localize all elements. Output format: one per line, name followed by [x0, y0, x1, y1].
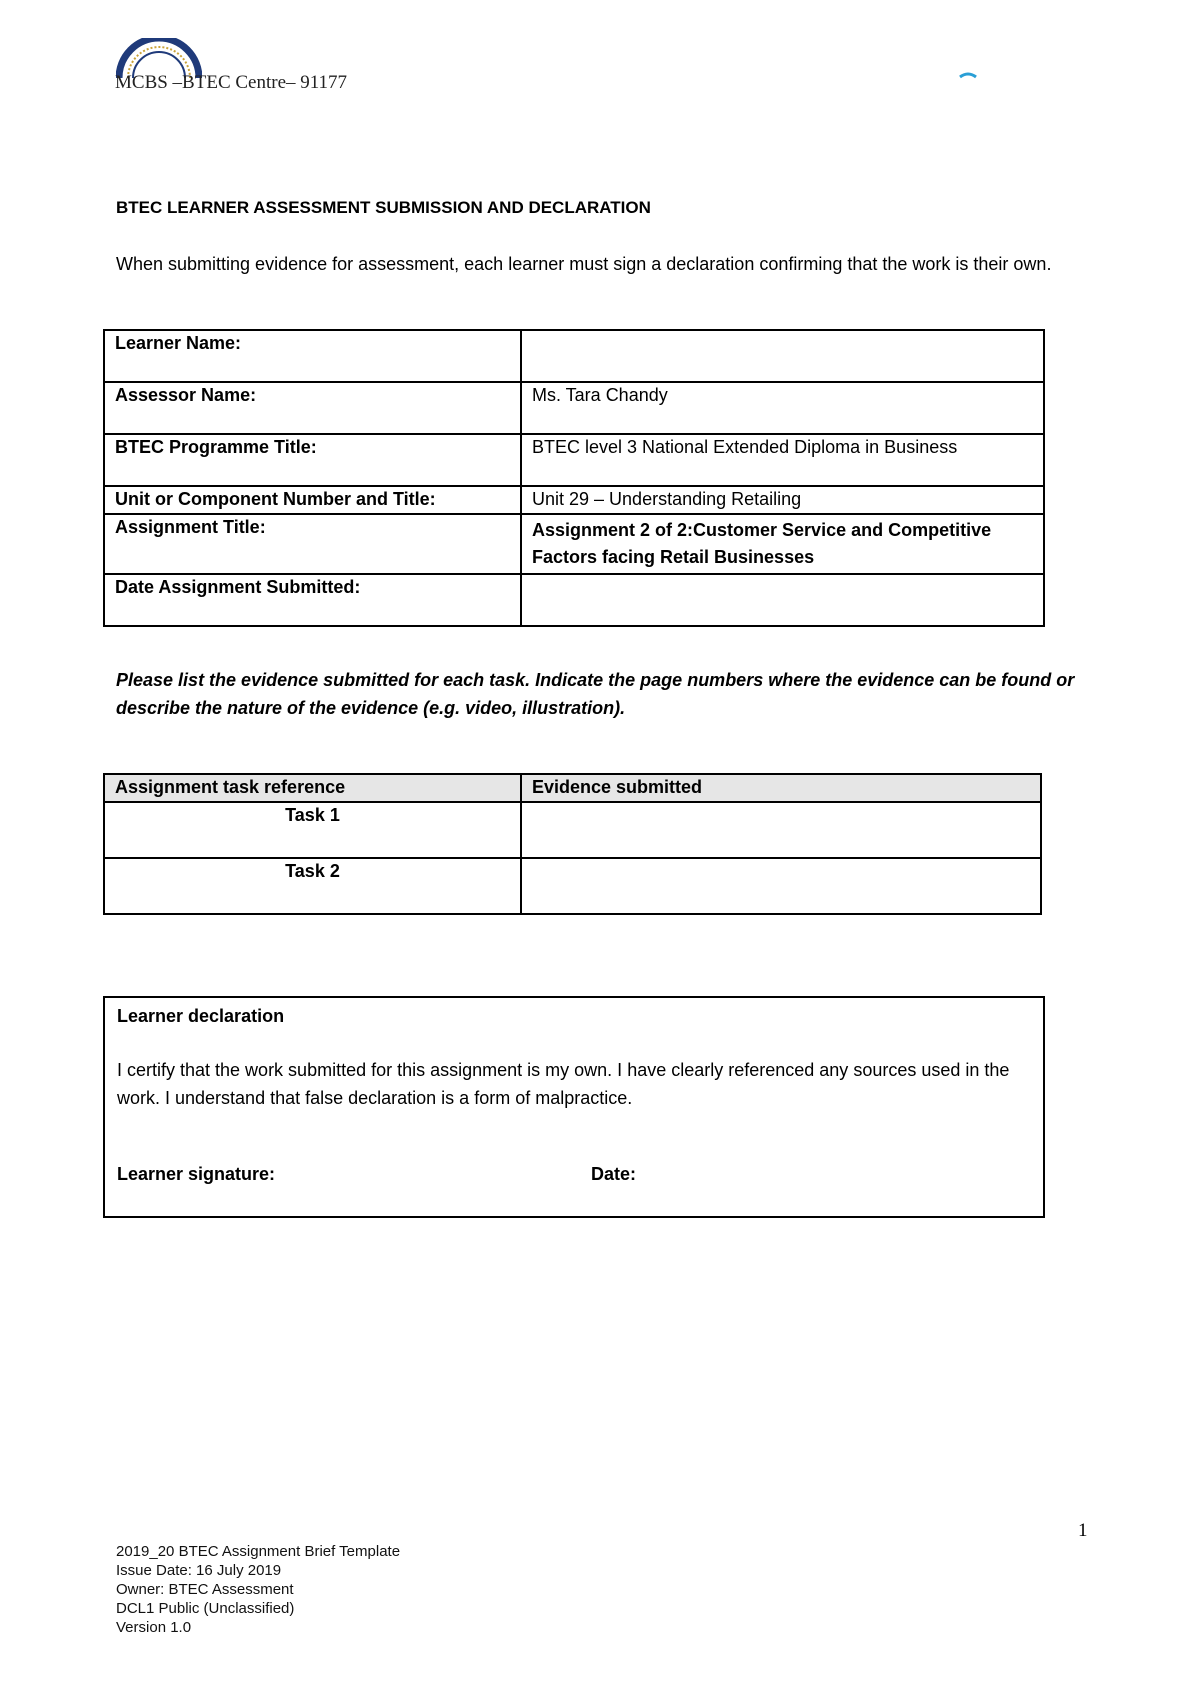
learner-name-field[interactable] [521, 330, 1044, 382]
declaration-text: I certify that the work submitted for this assignment is my own. I have clearly referenced any sources used in the work. I understand that false declaration is a form of malpractice. [117, 1060, 1010, 1108]
column-header-task: Assignment task reference [104, 774, 521, 802]
date-submitted-label: Date Assignment Submitted: [104, 574, 521, 626]
evidence-table [103, 773, 1042, 915]
task-1-evidence-field[interactable] [521, 802, 1041, 858]
learner-signature-label: Learner signature: [117, 1164, 276, 1184]
footer-owner: Owner: BTEC Assessment [116, 1581, 294, 1598]
unit-label: Unit or Component Number and Title: [104, 486, 521, 514]
declaration-date-label: Date: [591, 1164, 637, 1184]
assessor-name-label: Assessor Name: [104, 382, 521, 434]
task-2-evidence-field[interactable] [521, 858, 1041, 914]
table-row [104, 486, 1044, 514]
footer-version: Version 1.0 [116, 1619, 192, 1636]
assessor-name-value: Ms. Tara Chandy [521, 382, 1044, 434]
learner-declaration-box [103, 996, 1045, 1218]
declaration-heading: Learner declaration [117, 1006, 285, 1026]
learner-name-label: Learner Name: [104, 330, 521, 382]
learner-info-table [103, 329, 1045, 627]
task-1-reference: Task 1 [104, 802, 521, 858]
page-number: 1 [1078, 1520, 1088, 1541]
evidence-instruction: Please list the evidence submitted for each task. Indicate the page numbers where the evidence can be found or describe the nature of the evidence (e.g. video, illustration). [116, 670, 1075, 718]
table-row [104, 434, 1044, 486]
centre-identifier: MCBS –BTEC Centre– 91177 [115, 72, 348, 93]
intro-text: When submitting evidence for assessment, each learner must sign a declaration confirming that the work is their own. [116, 254, 1052, 274]
document-title: BTEC LEARNER ASSESSMENT SUBMISSION AND DECLARATION [116, 198, 651, 217]
footer-classification: DCL1 Public (Unclassified) [116, 1600, 295, 1617]
table-row [104, 382, 1044, 434]
unit-value: Unit 29 – Understanding Retailing [521, 486, 1044, 514]
table-header-row [104, 774, 1041, 802]
footer-issue-date: Issue Date: 16 July 2019 [116, 1562, 282, 1579]
programme-title-value: BTEC level 3 National Extended Diploma in Business [521, 434, 1044, 486]
programme-title-label: BTEC Programme Title: [104, 434, 521, 486]
table-row [104, 802, 1041, 858]
footer-template-line: 2019_20 BTEC Assignment Brief Template [116, 1543, 401, 1560]
table-row [104, 574, 1044, 626]
task-2-reference: Task 2 [104, 858, 521, 914]
assignment-title-label: Assignment Title: [104, 514, 521, 574]
brand-mark-icon [958, 66, 978, 74]
document-footer [116, 1542, 400, 1637]
table-row [104, 514, 1044, 574]
table-row [104, 330, 1044, 382]
date-submitted-field[interactable] [521, 574, 1044, 626]
column-header-evidence: Evidence submitted [521, 774, 1041, 802]
assignment-title-value: Assignment 2 of 2:Customer Service and Competitive Factors facing Retail Businesses [521, 514, 1044, 574]
table-row [104, 858, 1041, 914]
